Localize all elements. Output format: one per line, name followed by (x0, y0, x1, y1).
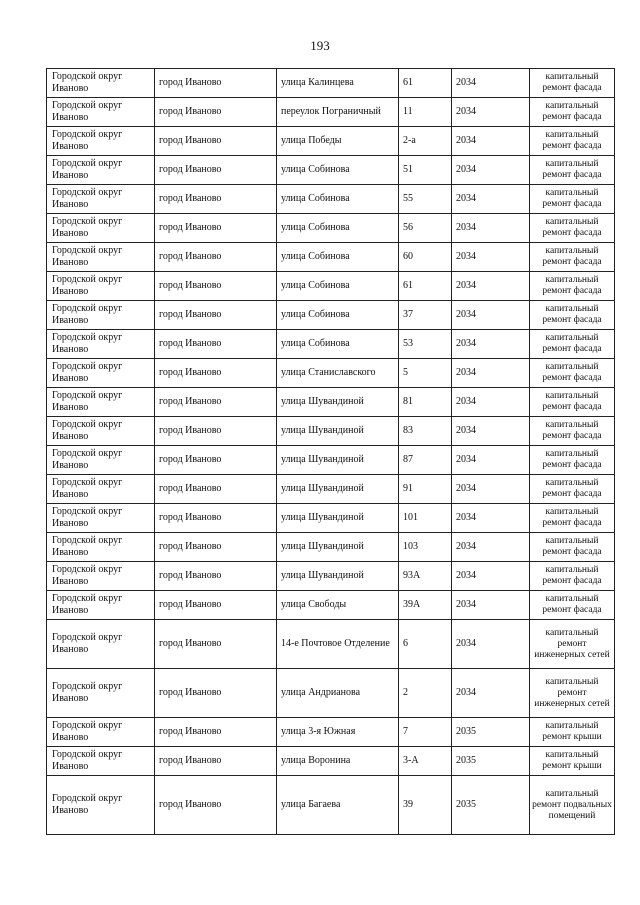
municipal-district-cell: Городской округ Иваново (47, 417, 155, 446)
house-number-cell: 93А (399, 562, 452, 591)
street-cell: 14-е Почтовое Отделение (277, 620, 399, 669)
house-number-cell: 56 (399, 214, 452, 243)
house-number-cell: 5 (399, 359, 452, 388)
street-cell: улица Собинова (277, 214, 399, 243)
work-type-cell: капитальный ремонт фасада (530, 301, 615, 330)
work-type-cell: капитальный ремонт фасада (530, 272, 615, 301)
house-number-cell: 81 (399, 388, 452, 417)
year-cell: 2034 (452, 156, 530, 185)
municipal-district-cell: Городской округ Иваново (47, 127, 155, 156)
work-type-cell: капитальный ремонт фасада (530, 243, 615, 272)
table-row (47, 185, 615, 214)
municipal-district-cell: Городской округ Иваново (47, 156, 155, 185)
year-cell: 2034 (452, 475, 530, 504)
year-cell: 2035 (452, 776, 530, 835)
street-cell: улица Собинова (277, 156, 399, 185)
house-number-cell: 87 (399, 446, 452, 475)
municipal-district-cell: Городской округ Иваново (47, 272, 155, 301)
house-number-cell: 103 (399, 533, 452, 562)
table-row (47, 446, 615, 475)
city-cell: город Иваново (155, 156, 277, 185)
work-type-cell: капитальный ремонт фасада (530, 214, 615, 243)
year-cell: 2034 (452, 533, 530, 562)
street-cell: переулок Пограничный (277, 98, 399, 127)
municipal-district-cell: Городской округ Иваново (47, 504, 155, 533)
table-row (47, 127, 615, 156)
work-type-cell: капитальный ремонт крыши (530, 718, 615, 747)
street-cell: улица Шувандиной (277, 446, 399, 475)
city-cell: город Иваново (155, 185, 277, 214)
year-cell: 2035 (452, 718, 530, 747)
city-cell: город Иваново (155, 747, 277, 776)
work-type-cell: капитальный ремонт фасада (530, 330, 615, 359)
work-type-cell: капитальный ремонт фасада (530, 185, 615, 214)
page-number: 193 (310, 38, 330, 53)
city-cell: город Иваново (155, 359, 277, 388)
work-type-cell: капитальный ремонт фасада (530, 446, 615, 475)
city-cell: город Иваново (155, 69, 277, 98)
table-row (47, 69, 615, 98)
street-cell: улица Победы (277, 127, 399, 156)
year-cell: 2034 (452, 446, 530, 475)
street-cell: улица Собинова (277, 185, 399, 214)
year-cell: 2034 (452, 243, 530, 272)
year-cell: 2034 (452, 417, 530, 446)
house-number-cell: 51 (399, 156, 452, 185)
municipal-district-cell: Городской округ Иваново (47, 776, 155, 835)
city-cell: город Иваново (155, 417, 277, 446)
house-number-cell: 61 (399, 272, 452, 301)
street-cell: улица Собинова (277, 272, 399, 301)
table-row (47, 718, 615, 747)
municipal-district-cell: Городской округ Иваново (47, 718, 155, 747)
street-cell: улица Багаева (277, 776, 399, 835)
street-cell: улица Шувандиной (277, 475, 399, 504)
table-row (47, 272, 615, 301)
table-row (47, 562, 615, 591)
year-cell: 2034 (452, 504, 530, 533)
house-number-cell: 3-А (399, 747, 452, 776)
year-cell: 2034 (452, 562, 530, 591)
work-type-cell: капитальный ремонт фасада (530, 591, 615, 620)
house-number-cell: 60 (399, 243, 452, 272)
table-row (47, 504, 615, 533)
year-cell: 2034 (452, 620, 530, 669)
municipal-district-cell: Городской округ Иваново (47, 330, 155, 359)
municipal-district-cell: Городской округ Иваново (47, 388, 155, 417)
table-row (47, 475, 615, 504)
house-number-cell: 37 (399, 301, 452, 330)
work-type-cell: капитальный ремонт крыши (530, 747, 615, 776)
municipal-district-cell: Городской округ Иваново (47, 185, 155, 214)
municipal-district-cell: Городской округ Иваново (47, 747, 155, 776)
table-row (47, 301, 615, 330)
city-cell: город Иваново (155, 330, 277, 359)
year-cell: 2034 (452, 69, 530, 98)
house-number-cell: 61 (399, 69, 452, 98)
table-row (47, 620, 615, 669)
year-cell: 2034 (452, 669, 530, 718)
municipal-district-cell: Городской округ Иваново (47, 359, 155, 388)
work-type-cell: капитальный ремонт инженерных сетей (530, 620, 615, 669)
city-cell: город Иваново (155, 591, 277, 620)
street-cell: улица 3-я Южная (277, 718, 399, 747)
street-cell: улица Шувандиной (277, 562, 399, 591)
street-cell: улица Калинцева (277, 69, 399, 98)
municipal-district-cell: Городской округ Иваново (47, 69, 155, 98)
municipal-district-cell: Городской округ Иваново (47, 669, 155, 718)
year-cell: 2034 (452, 591, 530, 620)
table-row (47, 388, 615, 417)
house-number-cell: 53 (399, 330, 452, 359)
house-number-cell: 2-а (399, 127, 452, 156)
table-row (47, 417, 615, 446)
work-type-cell: капитальный ремонт фасада (530, 156, 615, 185)
work-type-cell: капитальный ремонт фасада (530, 504, 615, 533)
house-number-cell: 91 (399, 475, 452, 504)
work-type-cell: капитальный ремонт фасада (530, 417, 615, 446)
street-cell: улица Свободы (277, 591, 399, 620)
municipal-district-cell: Городской округ Иваново (47, 301, 155, 330)
year-cell: 2034 (452, 185, 530, 214)
table-row (47, 533, 615, 562)
street-cell: улица Собинова (277, 243, 399, 272)
work-type-cell: капитальный ремонт фасада (530, 127, 615, 156)
house-number-cell: 7 (399, 718, 452, 747)
municipal-district-cell: Городской округ Иваново (47, 243, 155, 272)
street-cell: улица Собинова (277, 301, 399, 330)
table-row (47, 243, 615, 272)
city-cell: город Иваново (155, 301, 277, 330)
year-cell: 2034 (452, 272, 530, 301)
house-number-cell: 11 (399, 98, 452, 127)
house-number-cell: 39 (399, 776, 452, 835)
table-body (47, 69, 615, 835)
work-type-cell: капитальный ремонт инженерных сетей (530, 669, 615, 718)
year-cell: 2034 (452, 388, 530, 417)
city-cell: город Иваново (155, 243, 277, 272)
city-cell: город Иваново (155, 776, 277, 835)
city-cell: город Иваново (155, 669, 277, 718)
city-cell: город Иваново (155, 214, 277, 243)
table-row (47, 669, 615, 718)
table-row (47, 359, 615, 388)
work-type-cell: капитальный ремонт подвальных помещений (530, 776, 615, 835)
city-cell: город Иваново (155, 718, 277, 747)
house-number-cell: 39А (399, 591, 452, 620)
house-number-cell: 101 (399, 504, 452, 533)
house-number-cell: 83 (399, 417, 452, 446)
house-number-cell: 55 (399, 185, 452, 214)
table-row (47, 98, 615, 127)
street-cell: улица Шувандиной (277, 388, 399, 417)
city-cell: город Иваново (155, 475, 277, 504)
city-cell: город Иваново (155, 127, 277, 156)
city-cell: город Иваново (155, 98, 277, 127)
year-cell: 2034 (452, 98, 530, 127)
table-row (47, 776, 615, 835)
city-cell: город Иваново (155, 620, 277, 669)
street-cell: улица Шувандиной (277, 417, 399, 446)
work-type-cell: капитальный ремонт фасада (530, 359, 615, 388)
city-cell: город Иваново (155, 446, 277, 475)
house-number-cell: 2 (399, 669, 452, 718)
street-cell: улица Станиславского (277, 359, 399, 388)
street-cell: улица Собинова (277, 330, 399, 359)
house-number-cell: 6 (399, 620, 452, 669)
municipal-district-cell: Городской округ Иваново (47, 562, 155, 591)
table-row (47, 591, 615, 620)
municipal-district-cell: Городской округ Иваново (47, 475, 155, 504)
city-cell: город Иваново (155, 272, 277, 301)
municipal-district-cell: Городской округ Иваново (47, 446, 155, 475)
work-type-cell: капитальный ремонт фасада (530, 388, 615, 417)
year-cell: 2034 (452, 214, 530, 243)
city-cell: город Иваново (155, 562, 277, 591)
municipal-district-cell: Городской округ Иваново (47, 214, 155, 243)
street-cell: улица Воронина (277, 747, 399, 776)
work-type-cell: капитальный ремонт фасада (530, 69, 615, 98)
work-type-cell: капитальный ремонт фасада (530, 98, 615, 127)
city-cell: город Иваново (155, 533, 277, 562)
year-cell: 2034 (452, 359, 530, 388)
municipal-district-cell: Городской округ Иваново (47, 591, 155, 620)
year-cell: 2035 (452, 747, 530, 776)
year-cell: 2034 (452, 301, 530, 330)
street-cell: улица Шувандиной (277, 504, 399, 533)
work-type-cell: капитальный ремонт фасада (530, 533, 615, 562)
work-type-cell: капитальный ремонт фасада (530, 475, 615, 504)
city-cell: город Иваново (155, 388, 277, 417)
city-cell: город Иваново (155, 504, 277, 533)
work-type-cell: капитальный ремонт фасада (530, 562, 615, 591)
table-row (47, 156, 615, 185)
street-cell: улица Андрианова (277, 669, 399, 718)
street-cell: улица Шувандиной (277, 533, 399, 562)
table-row (47, 747, 615, 776)
municipal-district-cell: Городской округ Иваново (47, 620, 155, 669)
table-row (47, 330, 615, 359)
table-row (47, 214, 615, 243)
year-cell: 2034 (452, 127, 530, 156)
year-cell: 2034 (452, 330, 530, 359)
repair-schedule-table (46, 68, 615, 835)
municipal-district-cell: Городской округ Иваново (47, 533, 155, 562)
municipal-district-cell: Городской округ Иваново (47, 98, 155, 127)
